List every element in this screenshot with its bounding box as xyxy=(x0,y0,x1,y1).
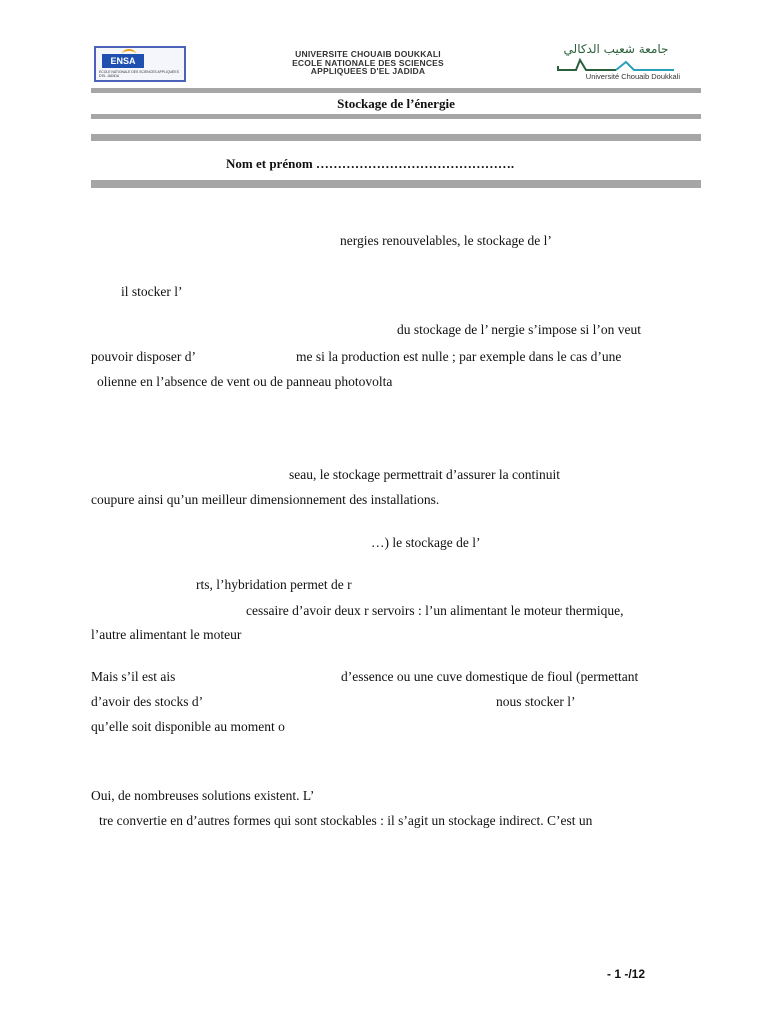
text-line: pouvoir disposer d’ xyxy=(91,349,196,364)
text-line: d’avoir des stocks d’ xyxy=(91,694,204,709)
text-line: Mais s’il est ais xyxy=(91,669,176,684)
text-line: rts, l’hybridation permet de r xyxy=(196,577,352,592)
name-bottom-bar xyxy=(91,180,701,188)
text-line: coupure ainsi qu’un meilleur dimensionnement des installations. xyxy=(91,492,440,507)
title-top-bar xyxy=(91,88,701,93)
university-line-2: ECOLE NATIONALE DES SCIENCES xyxy=(292,57,444,68)
university-line-1: UNIVERSITE CHOUAIB DOUKKALI xyxy=(295,49,441,59)
text-line: seau, le stockage permettrait d’assurer la continuit xyxy=(289,467,561,482)
ensa-logo-text: ENSA xyxy=(102,54,144,68)
text-line: nergies renouvelables, le stockage de l’ xyxy=(340,233,552,248)
text-line: me si la production est nulle ; par exemple dans le cas d’une xyxy=(296,349,622,364)
text-line: qu’elle soit disponible au moment o xyxy=(91,719,285,734)
name-top-bar xyxy=(91,134,701,141)
text-line: il stocker l’ xyxy=(121,284,183,299)
university-logo-arabic: جامعة شعيب الدكالي xyxy=(563,42,669,56)
text-line: cessaire d’avoir deux r servoirs : l’un alimentant le moteur thermique, xyxy=(246,603,624,618)
university-logo xyxy=(552,42,680,84)
university-header xyxy=(238,50,498,76)
text-line: nous stocker l’ xyxy=(496,694,576,709)
text-line: l’autre alimentant le moteur xyxy=(91,627,242,642)
text-line: du stockage de l’ nergie s’impose si l’on veut xyxy=(397,322,641,337)
ensa-logo-caption: ECOLE NATIONALE DES SCIENCES APPLIQUEES D'EL JADIDA xyxy=(99,70,179,78)
text-line: olienne en l’absence de vent ou de panneau photovolta xyxy=(97,374,393,389)
text-line: Oui, de nombreuses solutions existent. L’ xyxy=(91,788,315,803)
page-number: - 1 -/12 xyxy=(607,967,646,981)
title-bottom-bar xyxy=(91,114,701,119)
name-field-label: Nom et prénom ………………………………………. xyxy=(226,156,515,171)
document-title: Stockage de l’énergie xyxy=(337,96,455,111)
university-line-3: APPLIQUEES D'EL JADIDA xyxy=(310,66,426,76)
ensa-logo xyxy=(94,46,186,82)
text-line: tre convertie en d’autres formes qui sont stockables : il s’agit un stockage indirect. C’est un xyxy=(99,813,593,828)
text-line: …) le stockage de l’ xyxy=(371,535,481,550)
university-logo-mark xyxy=(556,56,676,72)
text-line: d’essence ou une cuve domestique de fioul (permettant xyxy=(341,669,639,684)
university-logo-latin: Université Chouaib Doukkali xyxy=(585,72,680,81)
